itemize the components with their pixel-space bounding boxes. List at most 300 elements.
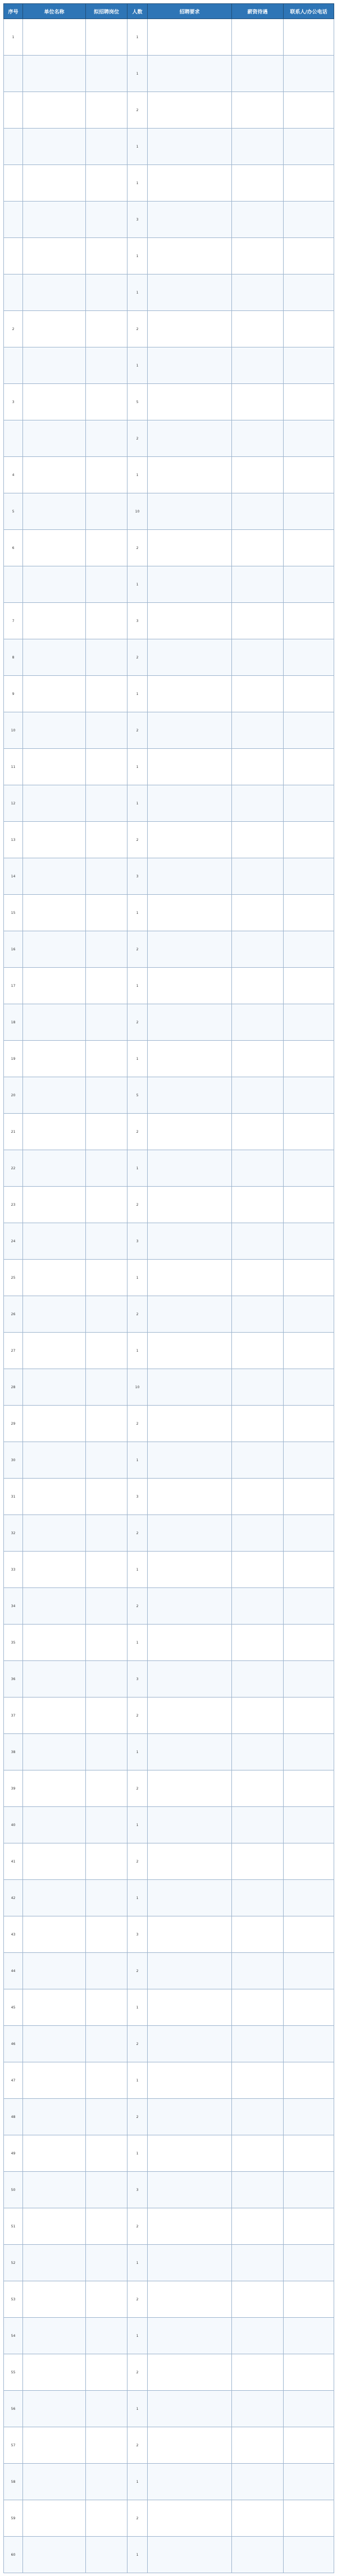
cell-contact xyxy=(284,2099,334,2135)
cell-count: 1 xyxy=(127,2135,148,2172)
cell-contact xyxy=(284,968,334,1004)
cell-contact xyxy=(284,1588,334,1625)
cell-contact xyxy=(284,420,334,457)
cell-salary xyxy=(232,165,284,202)
cell-company xyxy=(23,1223,86,1260)
cell-salary xyxy=(232,1041,284,1077)
cell-requirement xyxy=(148,1916,232,1953)
cell-position xyxy=(86,2172,127,2208)
cell-count: 1 xyxy=(127,457,148,493)
cell-position xyxy=(86,2318,127,2354)
cell-position xyxy=(86,1916,127,1953)
cell-salary xyxy=(232,2500,284,2537)
cell-requirement xyxy=(148,1223,232,1260)
cell-salary xyxy=(232,2427,284,2464)
cell-contact xyxy=(284,1880,334,1916)
cell-company xyxy=(23,2208,86,2245)
cell-requirement xyxy=(148,1770,232,1807)
cell-count: 1 xyxy=(127,2537,148,2573)
cell-requirement xyxy=(148,639,232,676)
cell-position xyxy=(86,2208,127,2245)
cell-index: 47 xyxy=(4,2062,23,2099)
table-row xyxy=(4,2208,334,2245)
cell-position xyxy=(86,1843,127,1880)
cell-contact xyxy=(284,2062,334,2099)
cell-contact xyxy=(284,822,334,858)
cell-position xyxy=(86,603,127,639)
cell-count: 2 xyxy=(127,1770,148,1807)
cell-company xyxy=(23,1077,86,1114)
cell-position xyxy=(86,2026,127,2062)
cell-requirement xyxy=(148,202,232,238)
cell-count: 1 xyxy=(127,2245,148,2281)
cell-contact xyxy=(284,2172,334,2208)
table-row xyxy=(4,384,334,420)
cell-index: 39 xyxy=(4,1770,23,1807)
cell-salary xyxy=(232,2391,284,2427)
cell-count: 10 xyxy=(127,493,148,530)
cell-count: 1 xyxy=(127,1989,148,2026)
table-row xyxy=(4,2354,334,2391)
cell-contact xyxy=(284,19,334,56)
cell-count: 1 xyxy=(127,1442,148,1479)
cell-company xyxy=(23,822,86,858)
cell-contact xyxy=(284,1479,334,1515)
table-row xyxy=(4,639,334,676)
cell-salary xyxy=(232,2281,284,2318)
cell-position xyxy=(86,2245,127,2281)
table-row xyxy=(4,274,334,311)
cell-index: 11 xyxy=(4,749,23,785)
table-row xyxy=(4,1916,334,1953)
cell-index: 31 xyxy=(4,1479,23,1515)
cell-index xyxy=(4,347,23,384)
cell-company xyxy=(23,274,86,311)
cell-count: 3 xyxy=(127,1916,148,1953)
cell-count: 1 xyxy=(127,1880,148,1916)
cell-contact xyxy=(284,2500,334,2537)
cell-contact xyxy=(284,1187,334,1223)
cell-salary xyxy=(232,676,284,712)
table-row xyxy=(4,1697,334,1734)
table-row xyxy=(4,1041,334,1077)
cell-count: 2 xyxy=(127,530,148,566)
cell-index: 60 xyxy=(4,2537,23,2573)
cell-contact xyxy=(284,858,334,895)
cell-contact xyxy=(284,639,334,676)
cell-position xyxy=(86,566,127,603)
table-row xyxy=(4,2099,334,2135)
cell-index: 17 xyxy=(4,968,23,1004)
header-position: 拟招聘岗位 xyxy=(86,4,127,19)
cell-count: 1 xyxy=(127,1333,148,1369)
header-requirement: 招聘要求 xyxy=(148,4,232,19)
cell-contact xyxy=(284,2245,334,2281)
cell-company xyxy=(23,1333,86,1369)
table-row xyxy=(4,1552,334,1588)
cell-company xyxy=(23,1953,86,1989)
cell-index: 26 xyxy=(4,1296,23,1333)
cell-contact xyxy=(284,2026,334,2062)
cell-position xyxy=(86,1260,127,1296)
table-row xyxy=(4,2427,334,2464)
cell-company xyxy=(23,785,86,822)
cell-requirement xyxy=(148,2208,232,2245)
cell-requirement xyxy=(148,858,232,895)
cell-salary xyxy=(232,1916,284,1953)
cell-count: 3 xyxy=(127,858,148,895)
cell-requirement xyxy=(148,2537,232,2573)
cell-salary xyxy=(232,749,284,785)
cell-requirement xyxy=(148,2354,232,2391)
cell-salary xyxy=(232,1114,284,1150)
cell-salary xyxy=(232,2464,284,2500)
cell-company xyxy=(23,384,86,420)
cell-index: 14 xyxy=(4,858,23,895)
cell-count: 3 xyxy=(127,1223,148,1260)
cell-salary xyxy=(232,1333,284,1369)
table-row xyxy=(4,1223,334,1260)
cell-company xyxy=(23,1296,86,1333)
cell-position xyxy=(86,56,127,92)
cell-company xyxy=(23,1734,86,1770)
cell-count: 1 xyxy=(127,238,148,274)
header-salary: 薪资待遇 xyxy=(232,4,284,19)
table-row xyxy=(4,858,334,895)
cell-position xyxy=(86,1442,127,1479)
cell-index: 36 xyxy=(4,1661,23,1697)
cell-requirement xyxy=(148,2245,232,2281)
cell-requirement xyxy=(148,603,232,639)
cell-contact xyxy=(284,1223,334,1260)
cell-position xyxy=(86,822,127,858)
cell-company xyxy=(23,1114,86,1150)
cell-index xyxy=(4,238,23,274)
cell-contact xyxy=(284,1697,334,1734)
cell-company xyxy=(23,858,86,895)
cell-count: 1 xyxy=(127,2391,148,2427)
cell-requirement xyxy=(148,1479,232,1515)
cell-index: 18 xyxy=(4,1004,23,1041)
cell-position xyxy=(86,1041,127,1077)
cell-position xyxy=(86,749,127,785)
cell-requirement xyxy=(148,1004,232,1041)
cell-requirement xyxy=(148,1077,232,1114)
cell-position xyxy=(86,1187,127,1223)
cell-contact xyxy=(284,895,334,931)
cell-company xyxy=(23,457,86,493)
cell-position xyxy=(86,1953,127,1989)
cell-index: 56 xyxy=(4,2391,23,2427)
cell-contact xyxy=(284,1369,334,1406)
cell-company xyxy=(23,165,86,202)
table-row xyxy=(4,1843,334,1880)
table-row xyxy=(4,420,334,457)
cell-company xyxy=(23,895,86,931)
table-row xyxy=(4,1114,334,1150)
cell-index: 28 xyxy=(4,1369,23,1406)
cell-count: 2 xyxy=(127,1588,148,1625)
cell-count: 1 xyxy=(127,56,148,92)
table-row xyxy=(4,1150,334,1187)
cell-position xyxy=(86,1552,127,1588)
cell-company xyxy=(23,2245,86,2281)
cell-index xyxy=(4,92,23,129)
cell-company xyxy=(23,56,86,92)
table-row xyxy=(4,1479,334,1515)
cell-requirement xyxy=(148,1369,232,1406)
cell-index: 5 xyxy=(4,493,23,530)
table-row xyxy=(4,1333,334,1369)
cell-salary xyxy=(232,347,284,384)
cell-salary xyxy=(232,1369,284,1406)
cell-count: 1 xyxy=(127,1150,148,1187)
cell-count: 1 xyxy=(127,895,148,931)
cell-contact xyxy=(284,2354,334,2391)
cell-requirement xyxy=(148,56,232,92)
cell-position xyxy=(86,384,127,420)
cell-salary xyxy=(232,129,284,165)
table-row xyxy=(4,1661,334,1697)
cell-count: 3 xyxy=(127,1661,148,1697)
cell-index: 7 xyxy=(4,603,23,639)
cell-company xyxy=(23,749,86,785)
cell-requirement xyxy=(148,1187,232,1223)
cell-company xyxy=(23,1041,86,1077)
cell-index: 13 xyxy=(4,822,23,858)
cell-salary xyxy=(232,1442,284,1479)
cell-requirement xyxy=(148,1442,232,1479)
table-row xyxy=(4,493,334,530)
cell-salary xyxy=(232,1296,284,1333)
cell-position xyxy=(86,1625,127,1661)
table-row xyxy=(4,2318,334,2354)
cell-index: 52 xyxy=(4,2245,23,2281)
cell-salary xyxy=(232,56,284,92)
table-row xyxy=(4,931,334,968)
cell-company xyxy=(23,566,86,603)
cell-salary xyxy=(232,530,284,566)
cell-salary xyxy=(232,1004,284,1041)
cell-company xyxy=(23,603,86,639)
cell-requirement xyxy=(148,712,232,749)
cell-salary xyxy=(232,822,284,858)
cell-position xyxy=(86,676,127,712)
cell-index: 2 xyxy=(4,311,23,347)
cell-salary xyxy=(232,2537,284,2573)
cell-index: 22 xyxy=(4,1150,23,1187)
cell-count: 2 xyxy=(127,1296,148,1333)
cell-company xyxy=(23,968,86,1004)
cell-count: 1 xyxy=(127,165,148,202)
cell-salary xyxy=(232,1661,284,1697)
cell-index: 34 xyxy=(4,1588,23,1625)
cell-company xyxy=(23,238,86,274)
cell-count: 2 xyxy=(127,420,148,457)
cell-count: 2 xyxy=(127,2354,148,2391)
cell-salary xyxy=(232,1223,284,1260)
cell-requirement xyxy=(148,1734,232,1770)
cell-index: 59 xyxy=(4,2500,23,2537)
cell-requirement xyxy=(148,1260,232,1296)
cell-contact xyxy=(284,1004,334,1041)
cell-position xyxy=(86,1223,127,1260)
cell-salary xyxy=(232,1150,284,1187)
cell-index xyxy=(4,420,23,457)
cell-company xyxy=(23,2026,86,2062)
cell-position xyxy=(86,1077,127,1114)
cell-company xyxy=(23,2427,86,2464)
cell-salary xyxy=(232,420,284,457)
cell-position xyxy=(86,1150,127,1187)
cell-position xyxy=(86,2062,127,2099)
table-row xyxy=(4,165,334,202)
table-row xyxy=(4,968,334,1004)
table-row xyxy=(4,566,334,603)
cell-requirement xyxy=(148,2099,232,2135)
cell-index: 54 xyxy=(4,2318,23,2354)
cell-contact xyxy=(284,1916,334,1953)
table-row xyxy=(4,457,334,493)
cell-contact xyxy=(284,2318,334,2354)
cell-contact xyxy=(284,1661,334,1697)
cell-requirement xyxy=(148,19,232,56)
table-row xyxy=(4,2172,334,2208)
cell-company xyxy=(23,676,86,712)
cell-position xyxy=(86,2427,127,2464)
cell-company xyxy=(23,1697,86,1734)
cell-salary xyxy=(232,639,284,676)
cell-position xyxy=(86,712,127,749)
cell-requirement xyxy=(148,347,232,384)
cell-index xyxy=(4,566,23,603)
cell-count: 2 xyxy=(127,2208,148,2245)
cell-position xyxy=(86,1004,127,1041)
cell-position xyxy=(86,1296,127,1333)
cell-requirement xyxy=(148,895,232,931)
cell-salary xyxy=(232,311,284,347)
cell-salary xyxy=(232,1697,284,1734)
cell-salary xyxy=(232,1515,284,1552)
cell-salary xyxy=(232,1077,284,1114)
cell-company xyxy=(23,1661,86,1697)
table-row xyxy=(4,2537,334,2573)
cell-requirement xyxy=(148,968,232,1004)
cell-requirement xyxy=(148,1661,232,1697)
table-row xyxy=(4,1734,334,1770)
cell-salary xyxy=(232,274,284,311)
table-row xyxy=(4,2135,334,2172)
cell-requirement xyxy=(148,2062,232,2099)
cell-salary xyxy=(232,1406,284,1442)
cell-count: 2 xyxy=(127,2500,148,2537)
cell-index: 40 xyxy=(4,1807,23,1843)
cell-contact xyxy=(284,457,334,493)
cell-position xyxy=(86,858,127,895)
cell-salary xyxy=(232,968,284,1004)
cell-contact xyxy=(284,493,334,530)
cell-index: 1 xyxy=(4,19,23,56)
cell-position xyxy=(86,1734,127,1770)
cell-count: 1 xyxy=(127,749,148,785)
header-index: 序号 xyxy=(4,4,23,19)
table-row xyxy=(4,1515,334,1552)
cell-company xyxy=(23,2281,86,2318)
table-row xyxy=(4,92,334,129)
cell-contact xyxy=(284,384,334,420)
table-row xyxy=(4,238,334,274)
cell-position xyxy=(86,1369,127,1406)
cell-requirement xyxy=(148,1697,232,1734)
cell-contact xyxy=(284,530,334,566)
cell-requirement xyxy=(148,1333,232,1369)
cell-requirement xyxy=(148,1588,232,1625)
cell-position xyxy=(86,129,127,165)
cell-company xyxy=(23,2172,86,2208)
cell-position xyxy=(86,1588,127,1625)
cell-salary xyxy=(232,2062,284,2099)
cell-contact xyxy=(284,566,334,603)
cell-contact xyxy=(284,1041,334,1077)
cell-position xyxy=(86,2281,127,2318)
cell-contact xyxy=(284,1843,334,1880)
cell-company xyxy=(23,2464,86,2500)
cell-company xyxy=(23,530,86,566)
cell-salary xyxy=(232,2026,284,2062)
cell-requirement xyxy=(148,311,232,347)
cell-company xyxy=(23,1588,86,1625)
cell-index xyxy=(4,202,23,238)
table-row xyxy=(4,19,334,56)
cell-salary xyxy=(232,1989,284,2026)
cell-count: 2 xyxy=(127,1697,148,1734)
table-row xyxy=(4,202,334,238)
cell-company xyxy=(23,1260,86,1296)
table-body xyxy=(4,19,334,2573)
cell-salary xyxy=(232,1734,284,1770)
cell-company xyxy=(23,1770,86,1807)
cell-requirement xyxy=(148,92,232,129)
table-row xyxy=(4,1260,334,1296)
cell-index: 24 xyxy=(4,1223,23,1260)
cell-salary xyxy=(232,1588,284,1625)
cell-index: 4 xyxy=(4,457,23,493)
cell-index: 25 xyxy=(4,1260,23,1296)
cell-company xyxy=(23,1989,86,2026)
cell-count: 3 xyxy=(127,1479,148,1515)
cell-salary xyxy=(232,1953,284,1989)
cell-contact xyxy=(284,2281,334,2318)
cell-position xyxy=(86,19,127,56)
cell-salary xyxy=(232,1843,284,1880)
cell-requirement xyxy=(148,2135,232,2172)
cell-position xyxy=(86,1989,127,2026)
cell-position xyxy=(86,1406,127,1442)
cell-contact xyxy=(284,2208,334,2245)
cell-count: 3 xyxy=(127,202,148,238)
cell-requirement xyxy=(148,1807,232,1843)
cell-company xyxy=(23,2318,86,2354)
cell-position xyxy=(86,2135,127,2172)
cell-position xyxy=(86,2354,127,2391)
cell-company xyxy=(23,347,86,384)
cell-index: 20 xyxy=(4,1077,23,1114)
cell-count: 5 xyxy=(127,384,148,420)
cell-requirement xyxy=(148,1843,232,1880)
cell-count: 2 xyxy=(127,1515,148,1552)
cell-company xyxy=(23,2391,86,2427)
cell-company xyxy=(23,1150,86,1187)
